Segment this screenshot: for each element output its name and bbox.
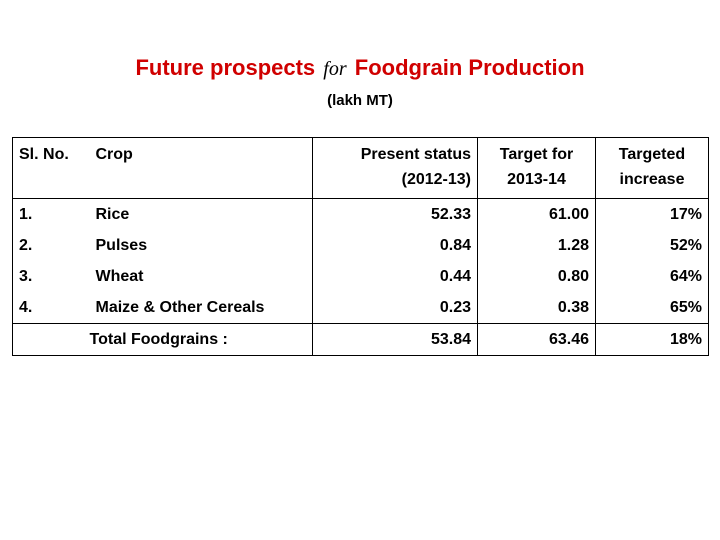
table-row bbox=[13, 261, 709, 292]
header-increase-line1: Targeted bbox=[618, 146, 686, 163]
row-target: 61.00 bbox=[478, 199, 596, 231]
foodgrain-table bbox=[12, 137, 709, 356]
row-increase: 65% bbox=[596, 292, 709, 324]
header-increase bbox=[596, 138, 709, 199]
total-row bbox=[13, 324, 709, 356]
row-crop: Pulses bbox=[90, 230, 313, 261]
table-row bbox=[13, 199, 709, 231]
row-present: 0.44 bbox=[313, 261, 478, 292]
total-label: Total Foodgrains : bbox=[90, 324, 313, 356]
row-present: 52.33 bbox=[313, 199, 478, 231]
total-target: 63.46 bbox=[478, 324, 596, 356]
title-part-3: Foodgrain Production bbox=[354, 55, 585, 80]
row-crop: Maize & Other Cereals bbox=[90, 292, 313, 324]
header-target bbox=[478, 138, 596, 199]
header-increase-line2: increase bbox=[619, 171, 685, 188]
row-crop: Rice bbox=[90, 199, 313, 231]
header-present-status bbox=[313, 138, 478, 199]
row-present: 0.84 bbox=[313, 230, 478, 261]
row-sl: 1. bbox=[13, 199, 90, 231]
row-sl: 4. bbox=[13, 292, 90, 324]
row-increase: 64% bbox=[596, 261, 709, 292]
total-sl-empty bbox=[13, 324, 90, 356]
row-target: 1.28 bbox=[478, 230, 596, 261]
header-present-line1: Present status bbox=[360, 146, 471, 163]
table-header-row bbox=[13, 138, 709, 199]
row-target: 0.80 bbox=[478, 261, 596, 292]
page-title bbox=[0, 55, 720, 81]
row-increase: 17% bbox=[596, 199, 709, 231]
header-sl-no: Sl. No. bbox=[13, 138, 90, 199]
table-row bbox=[13, 230, 709, 261]
total-increase: 18% bbox=[596, 324, 709, 356]
header-target-line2: 2013-14 bbox=[507, 171, 566, 188]
title-part-1: Future prospects bbox=[135, 55, 316, 80]
header-present-line2: (2012-13) bbox=[401, 171, 471, 188]
table-row bbox=[13, 292, 709, 324]
row-target: 0.38 bbox=[478, 292, 596, 324]
row-crop: Wheat bbox=[90, 261, 313, 292]
row-present: 0.23 bbox=[313, 292, 478, 324]
row-sl: 3. bbox=[13, 261, 90, 292]
unit-subtitle: (lakh MT) bbox=[327, 92, 393, 109]
title-part-2: for bbox=[323, 58, 347, 80]
header-target-line1: Target for bbox=[499, 146, 574, 163]
total-present: 53.84 bbox=[313, 324, 478, 356]
row-increase: 52% bbox=[596, 230, 709, 261]
row-sl: 2. bbox=[13, 230, 90, 261]
header-crop: Crop bbox=[90, 138, 313, 199]
